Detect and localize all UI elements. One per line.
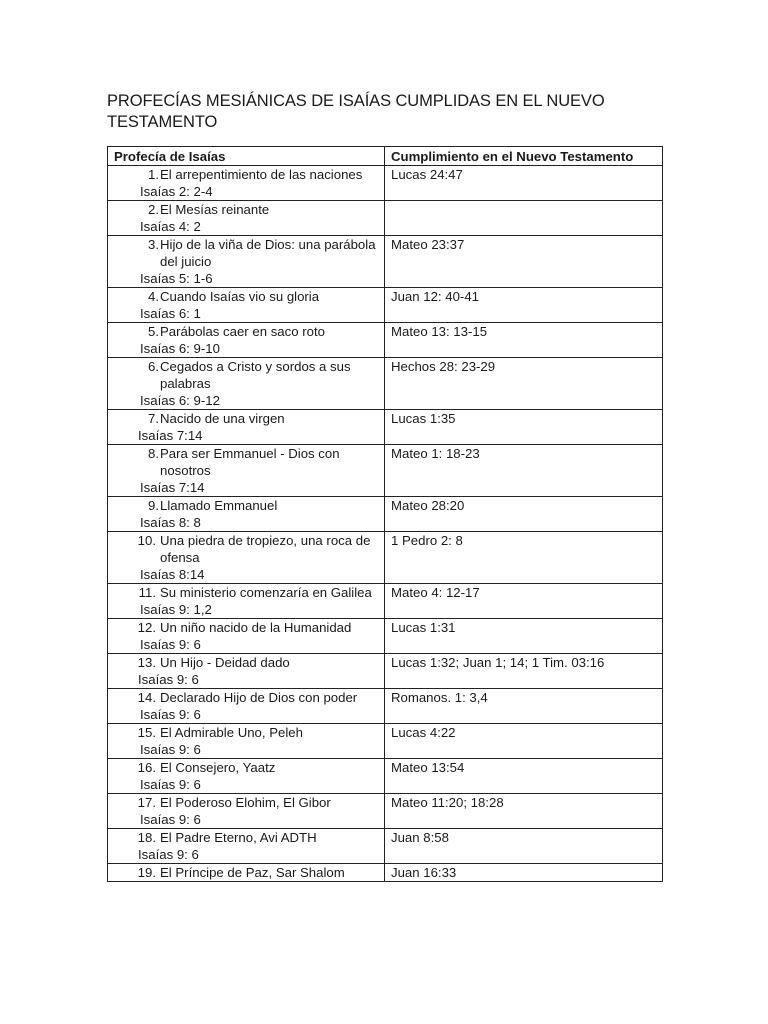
- isaiah-reference: Isaías 5: 1-6: [140, 271, 213, 286]
- prophecy-item: [114, 410, 378, 427]
- isaiah-reference: Isaías 9: 6: [138, 672, 199, 687]
- isaiah-reference: Isaías 9: 1,2: [140, 602, 212, 617]
- table-row: [108, 654, 663, 689]
- fulfillment-cell: Mateo 23:37: [385, 236, 663, 288]
- prophecy-cell: [108, 724, 385, 759]
- prophecy-item: [114, 358, 378, 392]
- prophecy-cell: [108, 201, 385, 236]
- isaiah-reference: Isaías 9: 6: [140, 812, 201, 827]
- item-number: 16.: [137, 760, 156, 775]
- prophecy-text: El Mesías reinante: [160, 202, 270, 217]
- table-row: [108, 323, 663, 358]
- table-row: [108, 794, 663, 829]
- prophecy-text: Llamado Emmanuel: [160, 498, 278, 513]
- table-row: [108, 201, 663, 236]
- column-header-prophecy: Profecía de Isaías: [108, 147, 385, 166]
- item-number: 5.: [148, 324, 159, 339]
- isaiah-reference: Isaías 2: 2-4: [140, 184, 213, 199]
- table-row: [108, 288, 663, 323]
- fulfillment-cell: Mateo 28:20: [385, 497, 663, 532]
- fulfillment-cell: Juan 12: 40-41: [385, 288, 663, 323]
- item-number: 2.: [148, 202, 159, 217]
- prophecy-text: Un Hijo - Deidad dado: [160, 655, 290, 670]
- prophecy-item: [114, 445, 378, 479]
- item-number: 1.: [148, 167, 159, 182]
- isaiah-reference: Isaías 6: 9-12: [140, 393, 220, 408]
- fulfillment-cell: Romanos. 1: 3,4: [385, 689, 663, 724]
- prophecy-item: [114, 288, 378, 305]
- prophecy-item: [114, 584, 378, 601]
- isaiah-reference: Isaías 8:14: [140, 567, 205, 582]
- prophecy-item: [114, 794, 378, 811]
- prophecy-cell: [108, 619, 385, 654]
- prophecy-cell: [108, 288, 385, 323]
- isaiah-reference: Isaías 9: 6: [140, 637, 201, 652]
- prophecy-item: [114, 864, 378, 881]
- table-row: [108, 236, 663, 288]
- table-row: [108, 358, 663, 410]
- prophecy-text: El arrepentimiento de las naciones: [160, 167, 363, 182]
- isaiah-reference: Isaías 9: 6: [140, 777, 201, 792]
- prophecy-cell: [108, 759, 385, 794]
- prophecy-item: [114, 201, 378, 218]
- item-number: 17.: [137, 795, 156, 810]
- item-number: 12.: [137, 620, 156, 635]
- table-row: [108, 724, 663, 759]
- prophecy-text: Una piedra de tropiezo, una roca de ofensa: [160, 533, 371, 565]
- item-number: 9.: [148, 498, 159, 513]
- fulfillment-cell: Juan 8:58: [385, 829, 663, 864]
- prophecy-cell: [108, 445, 385, 497]
- table-row: [108, 584, 663, 619]
- prophecy-item: [114, 619, 378, 636]
- prophecy-text: Un niño nacido de la Humanidad: [160, 620, 352, 635]
- fulfillment-cell: Lucas 4:22: [385, 724, 663, 759]
- item-number: 6.: [148, 359, 159, 374]
- prophecy-item: [114, 654, 378, 671]
- isaiah-reference: Isaías 4: 2: [140, 219, 201, 234]
- prophecy-item: [114, 166, 378, 183]
- fulfillment-cell: Mateo 13:54: [385, 759, 663, 794]
- fulfillment-cell: Mateo 11:20; 18:28: [385, 794, 663, 829]
- prophecy-text: Hijo de la viña de Dios: una parábola del juicio: [160, 237, 376, 269]
- fulfillment-cell: [385, 201, 663, 236]
- item-number: 13.: [137, 655, 156, 670]
- prophecy-text: El Poderoso Elohim, El Gibor: [160, 795, 331, 810]
- table-row: [108, 497, 663, 532]
- fulfillment-cell: Lucas 1:32; Juan 1; 14; 1 Tim. 03:16: [385, 654, 663, 689]
- table-row: [108, 445, 663, 497]
- prophecy-text: Parábolas caer en saco roto: [160, 324, 325, 339]
- isaiah-reference: Isaías 7:14: [138, 428, 203, 443]
- isaiah-reference: Isaías 9: 6: [138, 847, 199, 862]
- item-number: 19.: [137, 865, 156, 880]
- prophecy-item: [114, 759, 378, 776]
- prophecy-text: Su ministerio comenzaría en Galilea: [160, 585, 372, 600]
- prophecy-cell: [108, 410, 385, 445]
- item-number: 10.: [137, 533, 156, 548]
- prophecy-text: El Príncipe de Paz, Sar Shalom: [160, 865, 345, 880]
- prophecy-table: [107, 146, 663, 882]
- fulfillment-cell: Mateo 13: 13-15: [385, 323, 663, 358]
- prophecy-text: Cegados a Cristo y sordos a sus palabras: [160, 359, 351, 391]
- item-number: 3.: [148, 237, 159, 252]
- fulfillment-cell: Hechos 28: 23-29: [385, 358, 663, 410]
- table-row: [108, 410, 663, 445]
- fulfillment-cell: Lucas 1:35: [385, 410, 663, 445]
- prophecy-item: [114, 689, 378, 706]
- table-body: [108, 166, 663, 882]
- fulfillment-cell: Lucas 1:31: [385, 619, 663, 654]
- table-row: [108, 829, 663, 864]
- prophecy-cell: [108, 829, 385, 864]
- prophecy-item: [114, 829, 378, 846]
- prophecy-cell: [108, 584, 385, 619]
- item-number: 15.: [137, 725, 156, 740]
- table-row: [108, 532, 663, 584]
- prophecy-item: [114, 724, 378, 741]
- prophecy-cell: [108, 654, 385, 689]
- prophecy-text: Nacido de una virgen: [160, 411, 285, 426]
- prophecy-cell: [108, 689, 385, 724]
- prophecy-cell: [108, 236, 385, 288]
- fulfillment-cell: Mateo 1: 18-23: [385, 445, 663, 497]
- isaiah-reference: Isaías 8: 8: [140, 515, 201, 530]
- prophecy-text: El Admirable Uno, Peleh: [160, 725, 303, 740]
- item-number: 8.: [148, 446, 159, 461]
- table-row: [108, 864, 663, 882]
- page-title: PROFECÍAS MESIÁNICAS DE ISAÍAS CUMPLIDAS EN EL NUEVO TESTAMENTO: [107, 92, 605, 131]
- isaiah-reference: Isaías 6: 9-10: [140, 341, 220, 356]
- prophecy-cell: [108, 323, 385, 358]
- prophecy-item: [114, 497, 378, 514]
- table-row: [108, 689, 663, 724]
- prophecy-cell: [108, 532, 385, 584]
- prophecy-item: [114, 532, 378, 566]
- item-number: 14.: [137, 690, 156, 705]
- prophecy-item: [114, 236, 378, 270]
- item-number: 4.: [148, 289, 159, 304]
- prophecy-cell: [108, 864, 385, 882]
- item-number: 18.: [137, 830, 156, 845]
- prophecy-text: El Padre Eterno, Avi ADTH: [160, 830, 317, 845]
- fulfillment-cell: 1 Pedro 2: 8: [385, 532, 663, 584]
- isaiah-reference: Isaías 7:14: [140, 480, 205, 495]
- table-row: [108, 759, 663, 794]
- item-number: 11.: [138, 585, 156, 600]
- isaiah-reference: Isaías 9: 6: [140, 742, 201, 757]
- table-row: [108, 619, 663, 654]
- prophecy-cell: [108, 358, 385, 410]
- prophecy-text: El Consejero, Yaatz: [160, 760, 276, 775]
- fulfillment-cell: Juan 16:33: [385, 864, 663, 882]
- prophecy-text: Declarado Hijo de Dios con poder: [160, 690, 358, 705]
- prophecy-text: Para ser Emmanuel - Dios con nosotros: [160, 446, 340, 478]
- isaiah-reference: Isaías 6: 1: [140, 306, 201, 321]
- column-header-fulfillment: Cumplimiento en el Nuevo Testamento: [385, 147, 663, 166]
- prophecy-text: Cuando Isaías vio su gloria: [160, 289, 320, 304]
- prophecy-cell: [108, 794, 385, 829]
- item-number: 7.: [148, 411, 159, 426]
- fulfillment-cell: Lucas 24:47: [385, 166, 663, 201]
- fulfillment-cell: Mateo 4: 12-17: [385, 584, 663, 619]
- table-row: [108, 166, 663, 201]
- prophecy-item: [114, 323, 378, 340]
- prophecy-cell: [108, 497, 385, 532]
- prophecy-cell: [108, 166, 385, 201]
- table-header-row: [108, 147, 663, 166]
- isaiah-reference: Isaías 9: 6: [140, 707, 201, 722]
